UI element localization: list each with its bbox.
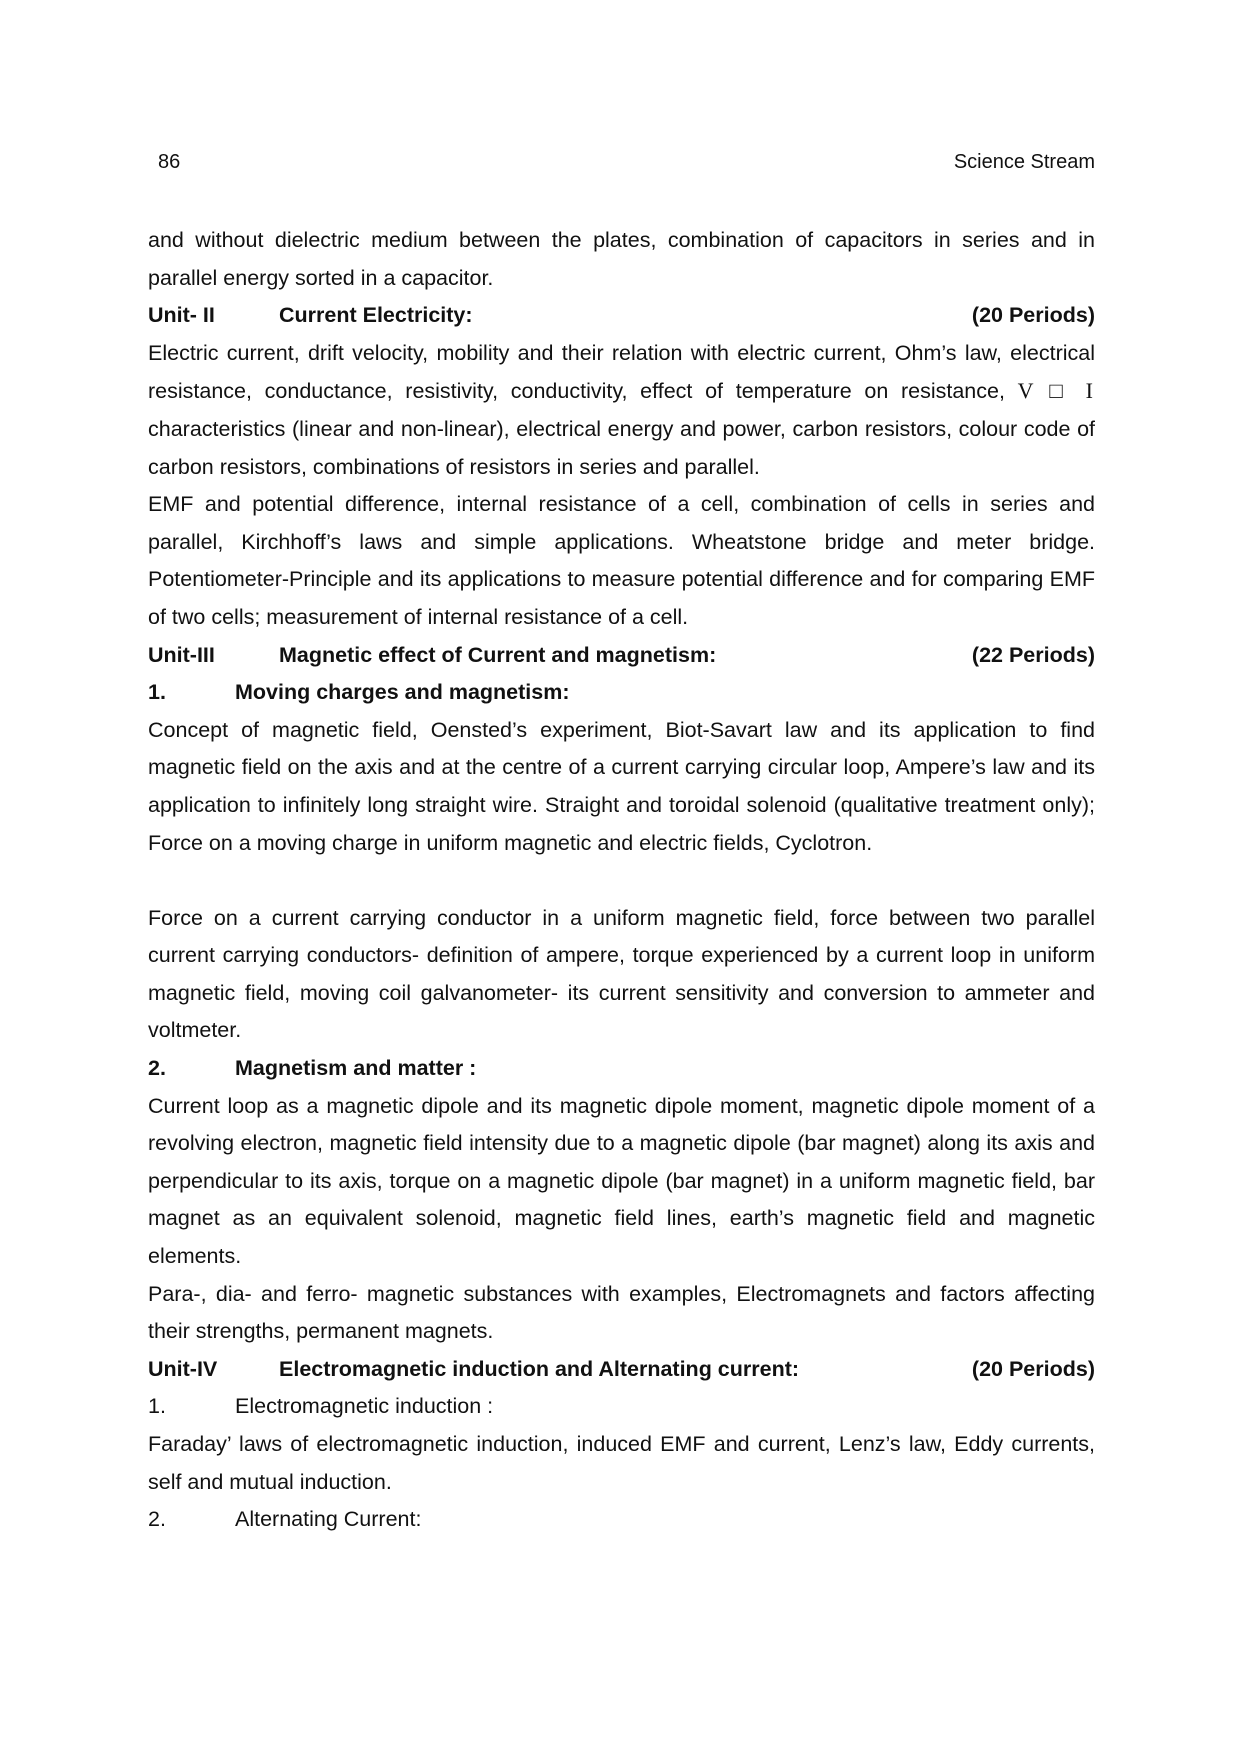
unit-3-sub-1-paragraph-1: Concept of magnetic field, Oensted’s experiment, Biot-Savart law and its application to find magnetic field on the axis and at the centre of a current carrying circular loop, Ampere’s law and its application to infinitely long straight wire. Straight and toroidal solenoid (qualitative treatment only); Force on a moving charge in uniform magnetic and electric fields, Cyclotron. [148, 717, 1095, 855]
intro-paragraph: and without dielectric medium between the plates, combination of capacitors in series and in parallel energy sorted in a capacitor. [148, 228, 1095, 290]
unit-2-paragraph-1 [148, 335, 1095, 486]
unit-2-paragraph-2: EMF and potential difference, internal resistance of a cell, combination of cells in series and parallel, Kirchhoff’s laws and simple applications. Wheatstone bridge and meter bridge. Potentiometer-Principle and its applications to measure potential difference and for comparing EMF of two cells; measurement of internal resistance of a cell. [148, 492, 1095, 629]
unit-3-periods: (22 Periods) [971, 642, 1095, 667]
unit-3-subheading-1 [148, 674, 1095, 712]
unit-3-sub-1-title: Moving charges and magnetism: [235, 680, 570, 705]
unit-3-heading [148, 637, 1095, 675]
unit-4-sub-2-number: 2. [148, 1507, 166, 1532]
page-content [148, 222, 1095, 1539]
unit-4-sub-1-paragraph: Faraday’ laws of electromagnetic induction, induced EMF and current, Lenz’s law, Eddy currents, self and mutual induction. [148, 1432, 1095, 1494]
unit-3-sub-2-number: 2. [148, 1056, 166, 1081]
unit-4-title: Electromagnetic induction and Alternating current: [279, 1356, 800, 1381]
unit-4-label: Unit-IV [148, 1356, 218, 1381]
unit-4-sub-2-title: Alternating Current: [235, 1507, 422, 1532]
unit-4-periods: (20 Periods) [971, 1356, 1095, 1381]
unit-3-sub-2-title: Magnetism and matter : [235, 1056, 477, 1081]
unit-4-subheading-1 [148, 1388, 1095, 1426]
unit-3-title: Magnetic effect of Current and magnetism: [279, 642, 717, 667]
unit-3-sub-2-paragraph-2: Para-, dia- and ferro- magnetic substances with examples, Electromagnets and factors affecting their strengths, permanent magnets. [148, 1281, 1095, 1344]
page-number: 86 [158, 151, 181, 173]
unit-4-subheading-2 [148, 1501, 1095, 1539]
running-header: Science Stream [953, 151, 1095, 173]
unit-4-heading [148, 1351, 1095, 1389]
unit-2-heading [148, 297, 1095, 335]
unit-3-subheading-2 [148, 1050, 1095, 1088]
unit-3-label: Unit-III [148, 642, 215, 667]
unit-3-sub-1-paragraph-2: Force on a current carrying conductor in a uniform magnetic field, force between two parallel current carrying conductors- definition of ampere, torque experienced by a current loop in uniform magnetic field, moving coil galvanometer- its current sensitivity and conversion to ammeter and voltmeter. [148, 905, 1095, 1043]
unit-4-sub-1-title: Electromagnetic induction : [235, 1394, 494, 1419]
unit-3-sub-1-number: 1. [148, 680, 166, 705]
unit-2-paragraph-1-start: Electric current, drift velocity, mobility and their relation with electric current, Ohm’s law, electrical resistance, conductance, resistivity, conductivity, effect of temperature on resistance, [148, 340, 1095, 404]
unit-2-label: Unit- II [148, 303, 215, 328]
unit-2-paragraph-1-end: characteristics (linear and non-linear), electrical energy and power, carbon resistors, colour code of carbon resistors, combinations of resistors in series and parallel. [148, 416, 1095, 479]
unit-2-periods: (20 Periods) [971, 303, 1095, 328]
unit-2-title: Current Electricity: [279, 303, 473, 328]
paragraph-gap [148, 862, 1095, 900]
unit-3-sub-2-paragraph-1: Current loop as a magnetic dipole and its magnetic dipole moment, magnetic dipole moment of a revolving electron, magnetic field intensity due to a magnetic dipole (bar magnet) along its axis and perpendicular to its axis, torque on a magnetic dipole (bar magnet) in a uniform magnetic field, bar magnet as an equivalent solenoid, magnetic field lines, earth’s magnetic field and magnetic elements. [148, 1093, 1095, 1269]
unit-4-sub-1-number: 1. [148, 1394, 166, 1419]
v-i-symbol: V □ I [1017, 378, 1095, 404]
